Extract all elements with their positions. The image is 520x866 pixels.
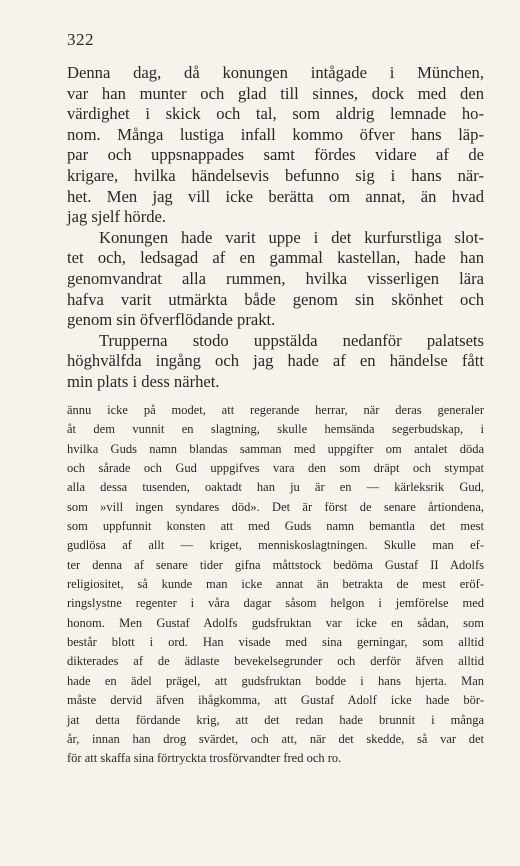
footnote-line: hvilka Guds namn blandas samman med uppgifter om antalet döda: [67, 441, 484, 456]
text-line: var han munter och glad till sinnes, dock med den: [67, 83, 484, 103]
text-line: genomvandrat alla rummen, hvilka visserligen lära: [67, 268, 484, 288]
text-line: höghvälfda ingång och jag hade af en händelse fått: [67, 351, 484, 371]
footnote: [67, 401, 484, 769]
footnote-line: som »vill ingen syndares död». Det är först de senare årtiondena,: [67, 499, 484, 514]
text-line: par och uppsnappades samt fördes vidare af de: [67, 145, 484, 165]
text-line: krigare, hvilka händelsevis befunno sig i hans när-: [67, 165, 484, 185]
footnote-line: hade en ädel prägel, att gudsfruktan bodde i hans hjerta. Man: [67, 673, 484, 688]
text-line: genom sin öfverflödande prakt.: [67, 310, 276, 330]
text-line: Konungen hade varit uppe i det kurfurstliga slot-: [99, 227, 484, 247]
footnote-line: religiositet, så kunde man icke annat än betrakta de mest eröf-: [67, 577, 484, 592]
footnote-line: ännu icke på modet, att regerande herrar, när deras generaler: [67, 403, 484, 417]
text-line: Trupperna stodo uppstälda nedanför palatsets: [99, 330, 484, 350]
footnote-line: år, innan han drog svärdet, och att, när det skedde, så var det: [67, 731, 484, 746]
text-line: het. Men jag vill icke berätta om annat, än hvad: [67, 186, 484, 206]
text-line: tet och, ledsagad af en gammal kastellan, hade han: [67, 248, 484, 268]
paragraph: [67, 331, 484, 393]
footnote-line: dikterades af de ädlaste bevekelsegrunder och derför äfven alltid: [67, 654, 484, 669]
footnote-line: som uppfunnit konsten att med Guds namn bemantla det mest: [67, 519, 484, 534]
text-line: hafva varit utmärkta både genom sin skönhet och: [67, 289, 484, 309]
text-line: nom. Många lustiga infall kommo öfver hans läp-: [67, 124, 484, 144]
text-line: min plats i dess närhet.: [67, 371, 220, 391]
footnote-line: för att skaffa sina förtryckta trosförvandter fred och ro.: [67, 751, 342, 766]
footnote-line: ringslystne regenter i våra dagar såsom helgon i jemförelse med: [67, 596, 484, 611]
footnote-line: gudlösa af allt — kriget, menniskoslagtningen. Skulle man ef-: [67, 538, 484, 553]
main-text: [67, 63, 484, 393]
footnote-line: och sårade och Gud uppgifves vara den som dräpt och stympat: [67, 461, 484, 476]
paragraph: [67, 228, 484, 331]
footnote-line: består blott i ord. Han visade med sina gerningar, som alltid: [67, 635, 484, 650]
footnote-line: honom. Men Gustaf Adolfs gudsfruktan var icke en sådan, som: [67, 615, 484, 630]
text-line: jag sjelf hörde.: [67, 207, 167, 227]
footnote-line: åt dem vunnit en slagtning, skulle hemsända segerbudskap, i: [67, 422, 484, 437]
paragraph: [67, 63, 484, 228]
footnote-line: jat detta fördande krig, att det redan hade brunnit i många: [67, 712, 484, 727]
text-line: Denna dag, då konungen intågade i München,: [67, 63, 484, 82]
footnote-line: alla dessa tusenden, oaktadt han ju är en — kärleksrik Gud,: [67, 480, 484, 495]
page-number: 322: [67, 30, 94, 49]
footnote-line: måste dervid äfven ihågkomma, att Gustaf Adolf icke hade bör-: [67, 693, 484, 708]
footnote-line: ter denna af senare tider gifna måttstock bedöma Gustaf II Adolfs: [67, 557, 484, 572]
text-line: värdighet i skick och tal, som aldrig lemnade ho-: [67, 104, 484, 124]
